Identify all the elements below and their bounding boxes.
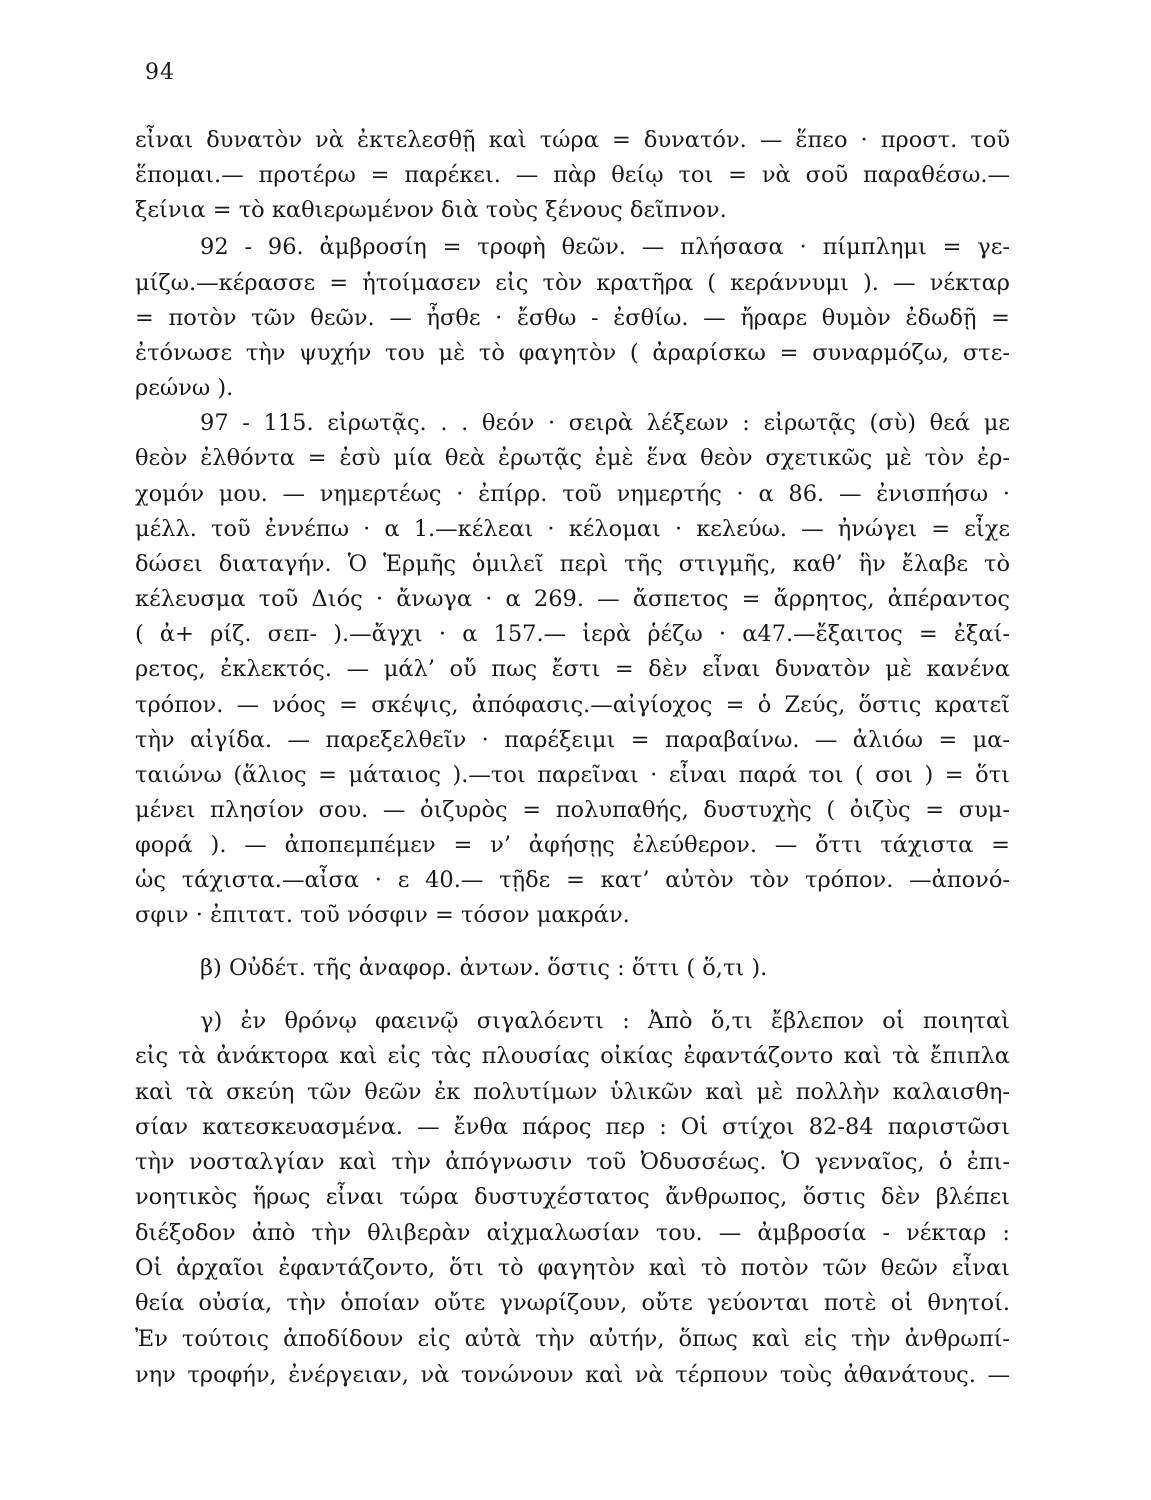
text-line: εἶναι δυνατὸν νὰ ἐκτελεσθῇ καὶ τώρα = δυνατόν. — ἕπεο · προστ. τοῦ [135, 127, 1010, 153]
text-line: θεία οὐσία, τὴν ὁποίαν οὔτε γνωρίζουν, οὔτε γεύονται ποτὲ οἱ θνητοί. [135, 1290, 1010, 1316]
text-line: = ποτὸν τῶν θεῶν. — ἦσθε · ἔσθω - ἐσθίω. — ἤραρε θυμὸν ἐδωδῇ = [135, 305, 1010, 331]
text-line: νοητικὸς ἥρως εἶναι τώρα δυστυχέστατος ἄνθρωπος, ὅστις δὲν βλέπει [135, 1184, 1010, 1210]
text-line: θεὸν ἐλθόντα = ἐσὺ μία θεὰ ἐρωτᾷς ἐμὲ ἕνα θεὸν σχετικῶς μὲ τὸν ἐρ- [135, 445, 1010, 471]
text-line: μέλλ. τοῦ ἐννέπω · α 1.—κέλεαι · κέλομαι · κελεύω. — ἠνώγει = εἶχε [135, 516, 1010, 542]
text-line: κέλευσμα τοῦ Διός · ἄνωγα · α 269. — ἄσπετος = ἄρρητος, ἀπέραντος [135, 586, 1010, 612]
text-line: εἰς τὰ ἀνάκτορα καὶ εἰς τὰς πλουσίας οἰκίας ἐφαντάζοντο καὶ τὰ ἔπιπλα [135, 1043, 1010, 1069]
text-line: καὶ τὰ σκεύη τῶν θεῶν ἐκ πολυτίμων ὑλικῶν καὶ μὲ πολλὴν καλαισθη- [135, 1079, 1010, 1105]
text-line: σφιν · ἐπιτατ. τοῦ νόσφιν = τόσον μακράν. [135, 902, 630, 928]
text-line: ἕπομαι.— προτέρω = παρέκει. — πὰρ θείῳ τοι = νὰ σοῦ παραθέσω.— [135, 162, 1010, 188]
text-line: ( ἀ+ ρίζ. σεπ- ).—ἄγχι · α 157.— ἱερὰ ῥέζω · α47.—ἔξαιτος = ἐξαί- [135, 621, 1010, 647]
text-line: νην τροφήν, ἐνέργειαν, νὰ τονώνουν καὶ νὰ τέρπουν τοὺς ἀθανάτους. — [135, 1362, 1010, 1388]
text-line: χομόν μου. — νημερτέως · ἐπίρρ. τοῦ νημερτής · α 86. — ἐνισπήσω · [135, 481, 1010, 507]
text-line: μένει πλησίον σου. — ὀιζυρὸς = πολυπαθής, δυστυχὴς ( ὀιζὺς = συμ- [135, 797, 1010, 823]
text-line: δώσει διαταγήν. Ὁ Ἑρμῆς ὁμιλεῖ περὶ τῆς στιγμῆς, καθ’ ἣν ἔλαβε τὸ [135, 551, 1010, 577]
text-line: Ἐν τούτοις ἀποδίδουν εἰς αὐτὰ τὴν αὐτήν, ὅπως καὶ εἰς τὴν ἀνθρωπί- [135, 1326, 1010, 1352]
text-line: ρετος, ἐκλεκτός. — μάλ’ οὔ πως ἔστι = δὲν εἶναι δυνατὸν μὲ κανένα [135, 656, 1010, 682]
text-line: 97 - 115. εἰρωτᾷς. . . θεόν · σειρὰ λέξεων : εἰρωτᾷς (σὺ) θεά με [200, 410, 1010, 436]
text-line: ξείνια = τὸ καθιερωμένον διὰ τοὺς ξένους δεῖπνον. [135, 197, 727, 223]
text-line: μίζω.—κέρασσε = ἡτοίμασεν εἰς τὸν κρατῆρα ( κεράννυμι ). — νέκταρ [135, 270, 1010, 296]
text-line: ὡς τάχιστα.—αἶσα · ε 40.— τῇδε = κατ’ αὐτὸν τὸν τρόπον. —ἀπονό- [135, 867, 1010, 893]
text-line: 92 - 96. ἀμβροσίη = τροφὴ θεῶν. — πλήσασα · πίμπλημι = γε- [200, 234, 1010, 260]
text-line: β) Οὐδέτ. τῆς ἀναφορ. ἀντων. ὅστις : ὅττι ( ὅ,τι ). [200, 955, 768, 981]
text-line: φορά ). — ἀποπεμπέμεν = ν’ ἀφήσῃς ἐλεύθερον. — ὄττι τάχιστα = [135, 832, 1010, 858]
text-line: διέξοδον ἀπὸ τὴν θλιβερὰν αἰχμαλωσίαν του. — ἀμβροσία - νέκταρ : [135, 1220, 1010, 1246]
text-line: τὴν νοσταλγίαν καὶ τὴν ἀπόγνωσιν τοῦ Ὀδυσσέως. Ὁ γενναῖος, ὁ ἐπι- [135, 1149, 1010, 1175]
text-line: ρεώνω ). [135, 375, 234, 401]
text-line: ταιώνω (ἅλιος = μάταιος ).—τοι παρεῖναι · εἶναι παρά τοι ( σοι ) = ὅτι [135, 762, 1010, 788]
text-line: ἐτόνωσε τὴν ψυχήν του μὲ τὸ φαγητὸν ( ἀραρίσκω = συναρμόζω, στε- [135, 340, 1010, 366]
page-number: 94 [145, 60, 175, 85]
text-line: Οἱ ἀρχαῖοι ἐφαντάζοντο, ὅτι τὸ φαγητὸν καὶ τὸ ποτὸν τῶν θεῶν εἶναι [135, 1255, 1010, 1281]
text-line: τρόπον. — νόος = σκέψις, ἀπόφασις.—αἰγίοχος = ὁ Ζεύς, ὅστις κρατεῖ [135, 692, 1010, 718]
text-line: γ) ἐν θρόνῳ φαεινῷ σιγαλόεντι : Ἀπὸ ὅ,τι ἔβλεπον οἱ ποιηταὶ [200, 1008, 1010, 1034]
text-line: σίαν κατεσκευασμένα. — ἔνθα πάρος περ : Οἱ στίχοι 82-84 παριστῶσι [135, 1114, 1010, 1140]
text-line: τὴν αἰγίδα. — παρεξελθεῖν · παρέξειμι = παραβαίνω. — ἀλιόω = μα- [135, 727, 1010, 753]
